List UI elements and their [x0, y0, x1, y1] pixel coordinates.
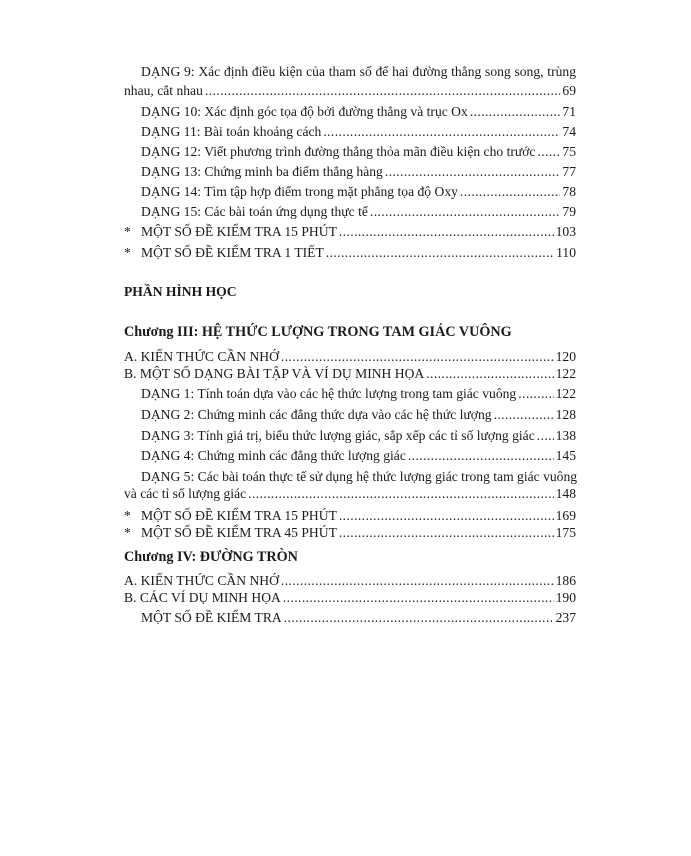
toc-entry[interactable] — [141, 447, 576, 465]
toc-label: DẠNG 15: Các bài toán ứng dụng thực tế — [141, 204, 368, 219]
dot-leader — [284, 609, 554, 627]
page-number: 74 — [562, 124, 576, 139]
page-number: 78 — [562, 184, 576, 199]
toc-entry[interactable] — [141, 385, 576, 403]
toc-entry[interactable] — [141, 163, 576, 181]
toc-entry-dang9[interactable] — [124, 82, 576, 100]
page-number: 186 — [555, 573, 576, 588]
toc-entry[interactable] — [141, 203, 576, 221]
page-number: 145 — [555, 448, 576, 463]
toc-label: MỘT SỐ ĐỀ KIỂM TRA 45 PHÚT — [141, 525, 337, 540]
toc-entry-section[interactable] — [124, 365, 576, 383]
dot-leader — [537, 427, 554, 445]
dot-leader — [205, 82, 561, 100]
toc-entry-section[interactable] — [124, 589, 576, 607]
toc-entry-dang9-line1[interactable]: DẠNG 9: Xác định điều kiện của tham số để hai đường thẳng song song, trùng — [141, 64, 576, 79]
dot-leader — [248, 485, 553, 503]
dot-leader — [339, 507, 554, 525]
toc-label: B. CÁC VÍ DỤ MINH HỌA — [124, 590, 281, 605]
dot-leader — [339, 223, 554, 241]
toc-entry-test[interactable] — [124, 507, 576, 525]
chapter-title[interactable]: Chương IV: ĐƯỜNG TRÒN — [124, 549, 298, 565]
dot-leader — [426, 365, 553, 383]
page-number: 75 — [562, 144, 576, 159]
dot-leader — [323, 123, 560, 141]
toc-entry[interactable] — [141, 427, 576, 445]
toc-entry-section[interactable] — [124, 348, 576, 366]
dot-leader — [537, 143, 560, 161]
page-number: 120 — [555, 349, 576, 364]
page-number: 103 — [555, 224, 576, 239]
bullet: * — [124, 508, 131, 523]
toc-label: DẠNG 12: Viết phương trình đường thẳng thỏa mãn điều kiện cho trước — [141, 144, 536, 159]
toc-label: A. KIẾN THỨC CẦN NHỚ — [124, 349, 279, 364]
toc-label: MỘT SỐ ĐỀ KIỂM TRA 1 TIẾT — [141, 245, 324, 260]
dot-leader — [408, 447, 554, 465]
toc-label: DẠNG 14: Tìm tập hợp điểm trong mặt phẳng tọa độ Oxy — [141, 184, 458, 199]
toc-entry-section[interactable] — [124, 572, 576, 590]
toc-label: DẠNG 13: Chứng minh ba điểm thẳng hàng — [141, 164, 383, 179]
chapter-title[interactable]: Chương III: HỆ THỨC LƯỢNG TRONG TAM GIÁC VUÔNG — [124, 324, 512, 340]
toc-label: nhau, cắt nhau — [124, 83, 203, 98]
page-number: 128 — [555, 407, 576, 422]
toc-entry[interactable] — [141, 143, 576, 161]
part-title: PHẦN HÌNH HỌC — [124, 284, 237, 299]
dot-leader — [281, 348, 554, 366]
dot-leader — [283, 589, 554, 607]
dot-leader — [339, 524, 554, 542]
dot-leader — [281, 572, 554, 590]
toc-label: MỘT SỐ ĐỀ KIỂM TRA 15 PHÚT — [141, 508, 337, 523]
bullet: * — [124, 245, 131, 260]
toc-label: DẠNG 2: Chứng minh các đẳng thức dựa vào các hệ thức lượng — [141, 407, 492, 422]
toc-entry-test[interactable] — [124, 223, 576, 241]
toc-entry[interactable] — [141, 406, 576, 424]
toc-label: DẠNG 4: Chứng minh các đẳng thức lượng giác — [141, 448, 406, 463]
page-number: 122 — [555, 386, 576, 401]
page-number: 175 — [555, 525, 576, 540]
page-number: 237 — [555, 610, 576, 625]
dot-leader — [470, 103, 561, 121]
bullet: * — [124, 525, 131, 540]
dot-leader — [385, 163, 561, 181]
toc-entry-dang5[interactable] — [124, 485, 576, 503]
toc-entry[interactable] — [141, 123, 576, 141]
toc-label: và các tỉ số lượng giác — [124, 486, 247, 501]
toc-label: MỘT SỐ ĐỀ KIỂM TRA — [141, 610, 282, 625]
toc-entry[interactable] — [141, 103, 576, 121]
page-number: 169 — [555, 508, 576, 523]
toc-label: DẠNG 1: Tính toán dựa vào các hệ thức lượng trong tam giác vuông — [141, 386, 517, 401]
dot-leader — [370, 203, 561, 221]
toc-label: DẠNG 11: Bài toán khoảng cách — [141, 124, 322, 139]
toc-entry-dang5-line1[interactable]: DẠNG 5: Các bài toán thực tế sử dụng hệ thức lượng giác trong tam giác vuông — [141, 469, 578, 484]
toc-entry-test[interactable] — [124, 524, 576, 542]
dot-leader — [460, 183, 560, 201]
page-number: 138 — [555, 428, 576, 443]
bullet: * — [124, 224, 131, 239]
page-number: 69 — [562, 83, 576, 98]
page-number: 110 — [556, 245, 576, 260]
page-number: 79 — [562, 204, 576, 219]
page-number: 148 — [555, 486, 576, 501]
toc-entry[interactable] — [141, 183, 576, 201]
toc-entry-test[interactable] — [141, 609, 576, 627]
page-number: 122 — [555, 366, 576, 381]
dot-leader — [518, 385, 553, 403]
toc-label: MỘT SỐ ĐỀ KIỂM TRA 15 PHÚT — [141, 224, 337, 239]
dot-leader — [326, 244, 554, 262]
page-number: 190 — [555, 590, 576, 605]
page-number: 77 — [562, 164, 576, 179]
toc-label: A. KIẾN THỨC CẦN NHỚ — [124, 573, 279, 588]
toc-entry-test[interactable] — [124, 244, 576, 262]
toc-label: DẠNG 10: Xác định góc tọa độ bởi đường thẳng và trục Ox — [141, 104, 468, 119]
dot-leader — [494, 406, 554, 424]
toc-label: B. MỘT SỐ DẠNG BÀI TẬP VÀ VÍ DỤ MINH HỌA — [124, 366, 425, 381]
page-number: 71 — [562, 104, 576, 119]
toc-label: DẠNG 3: Tính giá trị, biểu thức lượng giác, sắp xếp các tỉ số lượng giác — [141, 428, 535, 443]
